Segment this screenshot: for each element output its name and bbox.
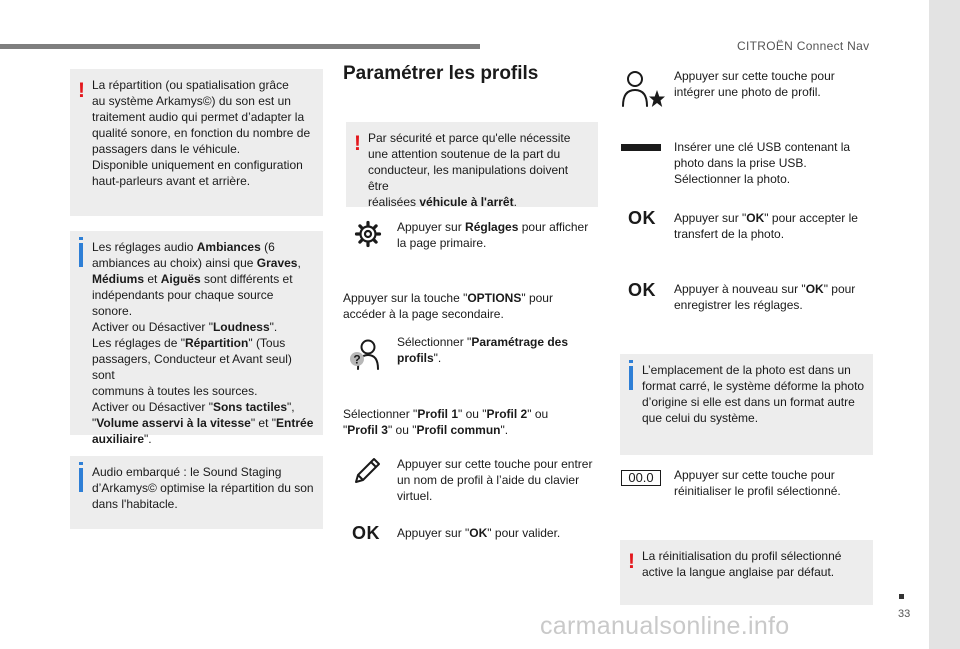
svg-text:?: ? xyxy=(353,352,361,367)
ok-icon: OK xyxy=(352,523,380,543)
info-icon xyxy=(79,243,83,267)
gear-icon xyxy=(354,220,382,248)
page-number: 33 xyxy=(898,608,911,620)
page-marker xyxy=(899,594,904,599)
step-enter-name: Appuyer sur cette touche pour entrer un nom de profil à l’aide du clavier virtuel. xyxy=(397,457,593,503)
info-box-text: Les réglages audio Ambiances (6 ambiances au choix) ainsi que Graves, Médiums et Aiguës sont différents et indépendants pour chaque source sonore. Activer ou Désactiver "Loudness". Les réglages de "Répartition" (Tous passagers, Conducteur et Avant seul) sont communs à toutes les sources. Activer ou Désactiver "Sons tactiles", "Volume asservi à la vitesse" et "Entrée auxiliaire". xyxy=(92,240,314,446)
reset-counter-icon: 00.0 xyxy=(621,470,661,486)
warning-exclamation-icon: ! xyxy=(628,550,635,573)
section-heading: Paramétrer les profils xyxy=(343,63,539,84)
info-box-repartition xyxy=(70,69,323,216)
text-options: Appuyer sur la touche "OPTIONS" pour accéder à la page secondaire. xyxy=(343,291,553,321)
profile-settings-icon xyxy=(346,337,382,373)
page-header-title: CITROËN Connect Nav xyxy=(737,39,870,53)
warning-exclamation-icon: ! xyxy=(354,132,361,155)
text-select-profile: Sélectionner "Profil 1" ou "Profil 2" ou "Profil 3" ou "Profil commun". xyxy=(343,407,549,437)
warning-box-safety xyxy=(346,122,598,207)
warning-box-reset xyxy=(620,540,873,605)
info-box-photo-format xyxy=(620,354,873,455)
side-strip xyxy=(929,0,960,649)
info-icon xyxy=(629,366,633,390)
header-rule xyxy=(0,44,480,49)
step-profile-settings: Sélectionner "Paramétrage des profils". xyxy=(397,335,569,365)
step-accept-transfer: Appuyer sur "OK" pour accepter le transfert de la photo. xyxy=(674,211,858,241)
info-box-sound-staging xyxy=(70,456,323,529)
ok-icon: OK xyxy=(628,208,656,228)
info-box-text: Audio embarqué : le Sound Staging d’Arkamys© optimise la répartition du son dans l'habitacle. xyxy=(92,465,314,511)
step-reset-profile: Appuyer sur cette touche pour réinitialiser le profil sélectionné. xyxy=(674,468,841,498)
usb-key-icon xyxy=(621,144,661,151)
step-save-settings: Appuyer à nouveau sur "OK" pour enregistrer les réglages. xyxy=(674,282,856,312)
step-add-photo: Appuyer sur cette touche pour intégrer une photo de profil. xyxy=(674,69,835,99)
info-icon xyxy=(79,468,83,492)
profile-photo-icon xyxy=(621,70,665,108)
pencil-icon xyxy=(352,456,382,486)
info-box-audio-settings xyxy=(70,231,323,446)
warning-box-text: Par sécurité et parce qu'elle nécessite une attention soutenue de la part du conducteur, les manipulations doivent être réalisées véhicule à l'arrêt. xyxy=(368,131,571,209)
info-box-text: La répartition (ou spatialisation grâce au système Arkamys©) du son est un traitement audio qui permet d’adapter la qualité sonore, en fonction du nombre de passagers dans le véhicule. Disponible uniquement en configuration haut-parleurs avant et arrière. xyxy=(92,78,311,188)
step-validate: Appuyer sur "OK" pour valider. xyxy=(397,526,561,540)
watermark: carmanualsonline.info xyxy=(540,612,790,640)
step-settings: Appuyer sur Réglages pour afficher la page primaire. xyxy=(397,220,589,250)
warning-exclamation-icon: ! xyxy=(78,79,85,102)
info-box-text: L’emplacement de la photo est dans un format carré, le système déforme la photo d’origine si elle est dans un format autre que celui du système. xyxy=(642,363,865,425)
step-insert-usb: Insérer une clé USB contenant la photo dans la prise USB. Sélectionner la photo. xyxy=(674,140,851,186)
warning-box-text: La réinitialisation du profil sélectionné active la langue anglaise par défaut. xyxy=(642,549,842,579)
ok-icon: OK xyxy=(628,280,656,300)
